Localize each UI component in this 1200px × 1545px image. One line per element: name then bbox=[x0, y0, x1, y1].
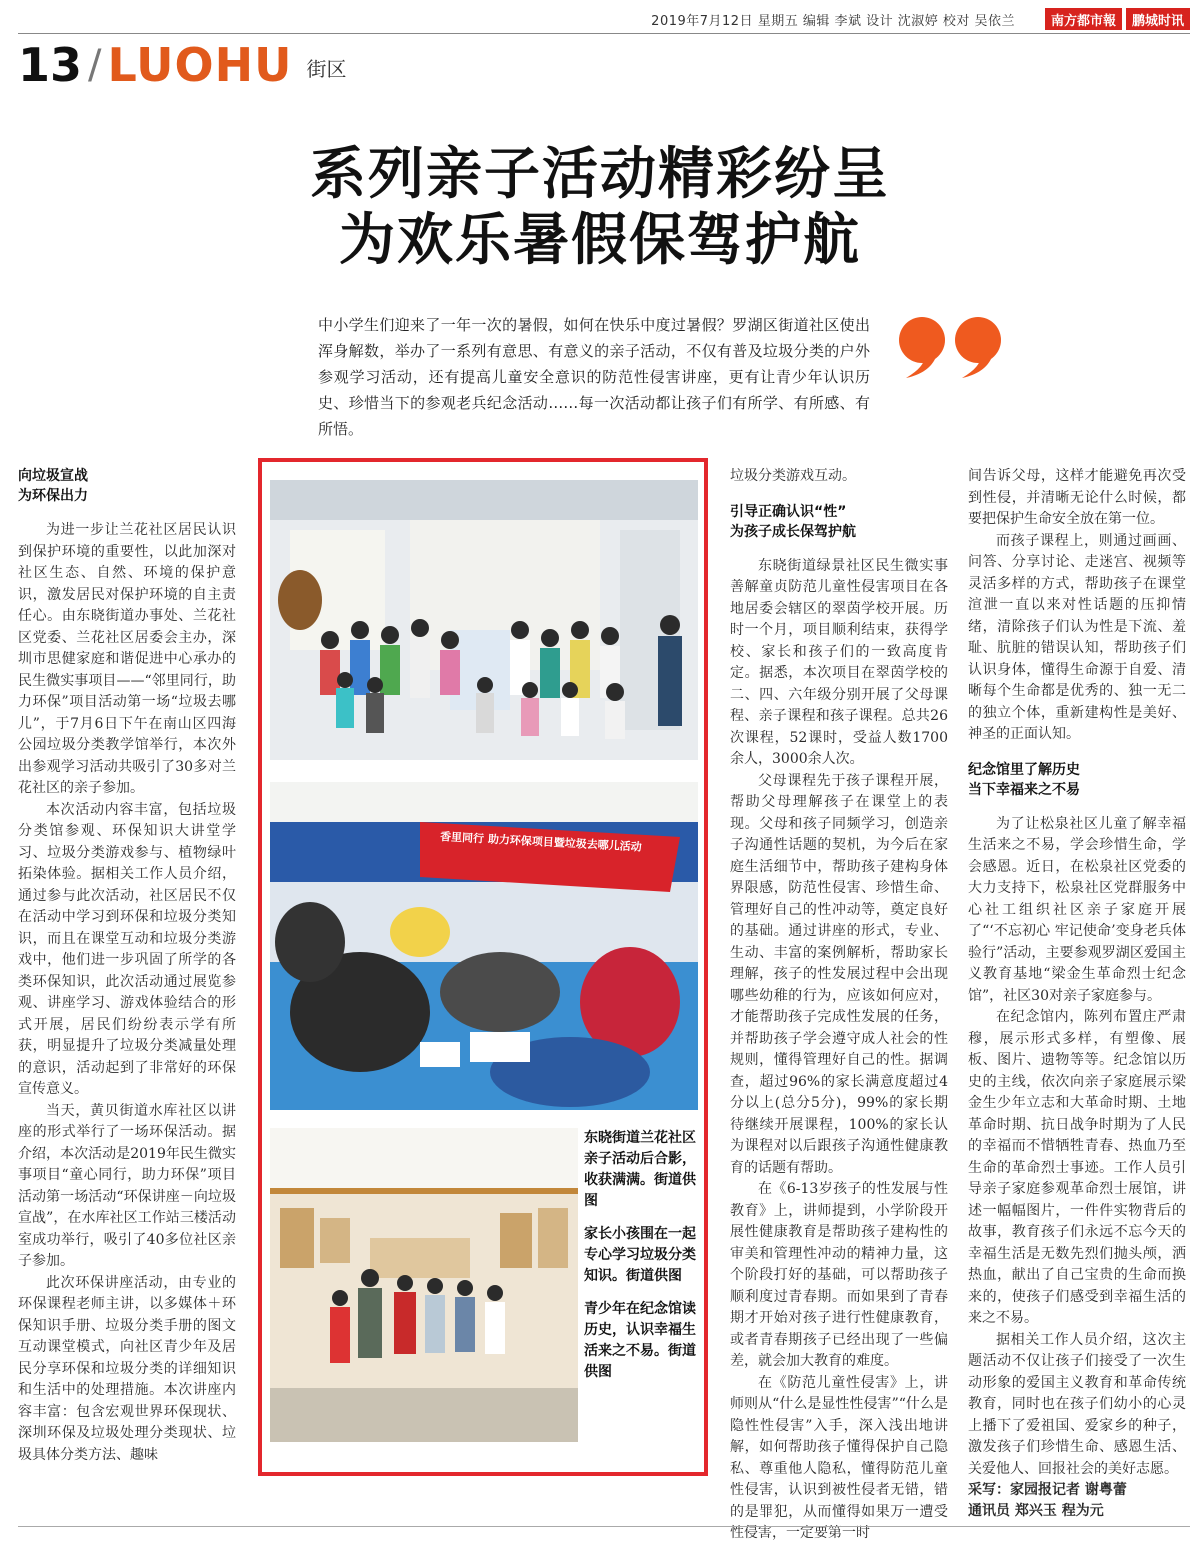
caption-2: 家长小孩围在一起专心学习垃圾分类知识。街道供图 bbox=[584, 1226, 696, 1284]
article-safety bbox=[730, 466, 948, 1545]
photo-captions bbox=[584, 1128, 696, 1395]
photo-group bbox=[270, 480, 698, 760]
paragraph: 东晓街道绿景社区民生微实事善解童贞防范儿童性侵害项目在各地居委会辖区的翠茵学校开展。历时一个月，项目顺利结束，获得学校、家长和孩子们的一致高度肯定。据悉，本次项目在翠茵学校的二、四、六年级分别开展了父母课程、亲子课程和孩子课程。总共26次课程，52课时，受益人数1700余人，3000余人次。 bbox=[730, 557, 948, 767]
article-waste bbox=[18, 466, 236, 1466]
paragraph: 父母课程先于孩子课程开展，帮助父母理解孩子在课堂上的表现。父母和孩子同频学习，创造亲子沟通性话题的契机，为今后在家庭生活细节中，帮助孩子建构身体界限感，防范性侵害、珍惜生命、管理好自己的性冲动等，奠定良好的基础。通过讲座的形式，专业、生动、丰富的案例解析，帮助家长理解，孩子的性发展过程中会出现哪些幼稚的行为，应该如何应对，才能帮助孩子完成性发展的任务，并帮助孩子学会遵守成人社会的性规则，懂得管理好自己的性。据调查，超过96%的家长满意度超过4分以上(总分5分)，99%的家长期待继续开展课程，100%的家长认为课程对以后跟孩子沟通性健康教育的话题有帮助。 bbox=[730, 772, 948, 1176]
photo-frame bbox=[258, 458, 708, 1476]
bottom-rule bbox=[18, 1526, 1190, 1527]
paragraph: 而孩子课程上，则通过画画、问答、分享讨论、走迷宫、视频等灵活多样的方式，帮助孩子在课堂渲泄一直以来对性话题的压抑情绪，清除孩子们认为性是下流、羞耻、肮脏的错误认知，帮助孩子们认识身体，懂得生命源于自爱、清晰每个生命都是优秀的、独一无二的独立个体，重新建构性是美好、神圣的正面认知。 bbox=[968, 532, 1186, 742]
paragraph: 本次活动内容丰富，包括垃圾分类馆参观、环保知识大讲堂学习、垃圾分类游戏参与、植物绿叶拓染体验。据相关工作人员介绍，通过参与此次活动，社区居民不仅在活动中学习到环保和垃圾分类知识，而且在课堂互动和垃圾分类游戏中，他们进一步巩固了所学的各类环保知识，此次活动通过展览参观、讲座学习、游戏体验结合的形式开展，居民们纷纷表示学有所获，明显提升了垃圾分类减量处理的意识，活动起到了非常好的环保宣传意义。 bbox=[18, 801, 236, 1097]
brand-sub: 鹏城时讯 bbox=[1126, 8, 1190, 30]
headline-line-2: 为欢乐暑假保驾护航 bbox=[339, 208, 861, 273]
article-history bbox=[968, 466, 1186, 1522]
brand-name: 南方都市報 bbox=[1045, 8, 1122, 30]
article-safety-heading: 引导正确认识“性” 为孩子成长保驾护航 bbox=[730, 503, 856, 540]
paragraph: 在纪念馆内，陈列布置庄严肃穆，展示形式多样，有塑像、展板、图片、遗物等等。纪念馆以历史的主线，依次向亲子家庭展示梁金生少年立志和大革命时期、土地革命时期、抗日战争时期为了人民的幸福而不惜牺牲青春、热血乃至生命的革命烈士事迹。工作人员引导亲子家庭参观革命烈士展馆，讲述一幅幅图片，一件件实物背后的故事，教育孩子们永远不忘今天的幸福生活是无数先烈们抛头颅，洒热血，献出了自己宝贵的生命而换来的，使孩子们感受到幸福生活的来之不易。 bbox=[968, 1009, 1186, 1326]
masthead bbox=[0, 0, 1200, 34]
caption-1: 东晓街道兰花社区亲子活动后合影，收获满满。街道供图 bbox=[584, 1130, 696, 1209]
continued-text: 垃圾分类游戏互动。 bbox=[730, 468, 856, 484]
top-rule bbox=[18, 33, 1190, 34]
paragraph: 此次环保讲座活动，由专业的环保课程老师主讲，以多媒体＋环保知识手册、垃圾分类手册的图文互动课堂模式，向社区青少年及居民分享环保和垃圾分类的详细知识和生活中的处理措施。本次讲座内容丰富：包含宏观世界环保现状、深圳环保及垃圾处理分类现状、垃圾具体分类方法、趣味 bbox=[18, 1274, 236, 1463]
continued-text: 间告诉父母，这样才能避免再次受到性侵，并清晰无论什么时候，都要把保护生命安全放在第一位。 bbox=[968, 468, 1186, 527]
brand-logo bbox=[1045, 8, 1190, 30]
headline-line-1: 系列亲子活动精彩纷呈 bbox=[310, 142, 890, 207]
paragraph: 为了让松泉社区儿童了解幸福生活来之不易，学会珍惜生命，学会感恩。近日，在松泉社区党委的大力支持下，松泉社区党群服务中心社工组织社区亲子家庭开展了“‘不忘初心 牢记使命’变身老兵体验行”活动，主要参观罗湖区爱国主义教育基地“梁金生革命烈士纪念馆”，社区30对亲子家庭参与。 bbox=[968, 815, 1186, 1004]
page-header bbox=[18, 38, 347, 92]
section-title: LUOHU bbox=[107, 38, 293, 92]
byline bbox=[968, 1480, 1186, 1522]
article-waste-heading: 向垃圾宣战 为环保出力 bbox=[18, 468, 88, 504]
section-subtitle: 街区 bbox=[306, 57, 347, 81]
page-number: 13 bbox=[18, 38, 83, 92]
banner-text: 香里同行 助力环保项目暨垃圾去哪儿活动 bbox=[439, 830, 643, 854]
photo-classroom bbox=[270, 782, 698, 1110]
slash-divider: / bbox=[88, 42, 102, 88]
article-history-heading: 纪念馆里了解历史 当下幸福来之不易 bbox=[968, 761, 1080, 798]
photo-museum bbox=[270, 1128, 578, 1442]
lead-paragraph: 中小学生们迎来了一年一次的暑假，如何在快乐中度过暑假？罗湖区街道社区使出浑身解数，举办了一系列有意思、有意义的亲子活动，不仅有普及垃圾分类的户外参观学习活动，还有提高儿童安全意识的防范性侵害讲座，更有让青少年认识历史、珍惜当下的参观老兵纪念活动……每一次活动都让孩子们有所学、有所感、有所悟。 bbox=[318, 316, 870, 438]
byline-reporter: 采写：家园报记者 谢粤蕾 bbox=[968, 1482, 1127, 1498]
issue-meta: 2019年7月12日 星期五 编辑 李斌 设计 沈淑婷 校对 吴依兰 bbox=[651, 14, 1015, 29]
paragraph: 当天，黄贝街道水库社区以讲座的形式举行了一场环保活动。据介绍，本次活动是2019年民生微实事项目“童心同行，助力环保”项目活动第一场活动“环保讲座－向垃圾宣战”，在水库社区工作站三楼活动室成功举行，吸引了40多位社区亲子参加。 bbox=[18, 1102, 236, 1269]
paragraph: 据相关工作人员介绍，这次主题活动不仅让孩子们接受了一次生动形象的爱国主义教育和革命传统教育，同时也在孩子们幼小的心灵上播下了爱祖国、爱家乡的种子，激发孩子们珍惜生命、感恩生活、关爱他人、回报社会的美好志愿。 bbox=[968, 1331, 1186, 1477]
paragraph: 为进一步让兰花社区居民认识到保护环境的重要性，以此加深对社区生态、自然、环境的保护意识，激发居民对保护环境的自主责任心。由东晓街道办事处、兰花社区党委、兰花社区居委会主办，深圳市思健家庭和谐促进中心承办的民生微实事项目——“邻里同行，助力环保”项目活动第一场“垃圾去哪儿”，于7月6日下午在南山区四海公园垃圾分类教学馆举行，本次外出参观学习活动共吸引了30多对兰花社区的亲子参加。 bbox=[18, 522, 236, 796]
headline bbox=[0, 142, 1200, 274]
quote-marks-icon bbox=[898, 316, 1008, 384]
byline-correspondent: 通讯员 郑兴玉 程为元 bbox=[968, 1503, 1104, 1519]
caption-3: 青少年在纪念馆读历史，认识幸福生活来之不易。街道供图 bbox=[584, 1301, 696, 1380]
paragraph: 在《防范儿童性侵害》上，讲师则从“什么是显性性侵害”“什么是隐性性侵害”入手，深入浅出地讲解，如何帮助孩子懂得保护自己隐私、尊重他人隐私，懂得防范儿童性侵害，认识到被性侵者无错，错的是罪犯，从而懂得如果万一遭受性侵害，一定要第一时 bbox=[730, 1374, 948, 1541]
paragraph: 在《6-13岁孩子的性发展与性教育》上，讲师提到，小学阶段开展性健康教育是帮助孩子建构性的审美和管理性冲动的精神力量，这个阶段打好的基础，可以帮助孩子顺利度过青春期。而如果到了青春期才开始对孩子进行性健康教育，或者青春期孩子已经出现了一些偏差，就会加大教育的难度。 bbox=[730, 1181, 948, 1369]
